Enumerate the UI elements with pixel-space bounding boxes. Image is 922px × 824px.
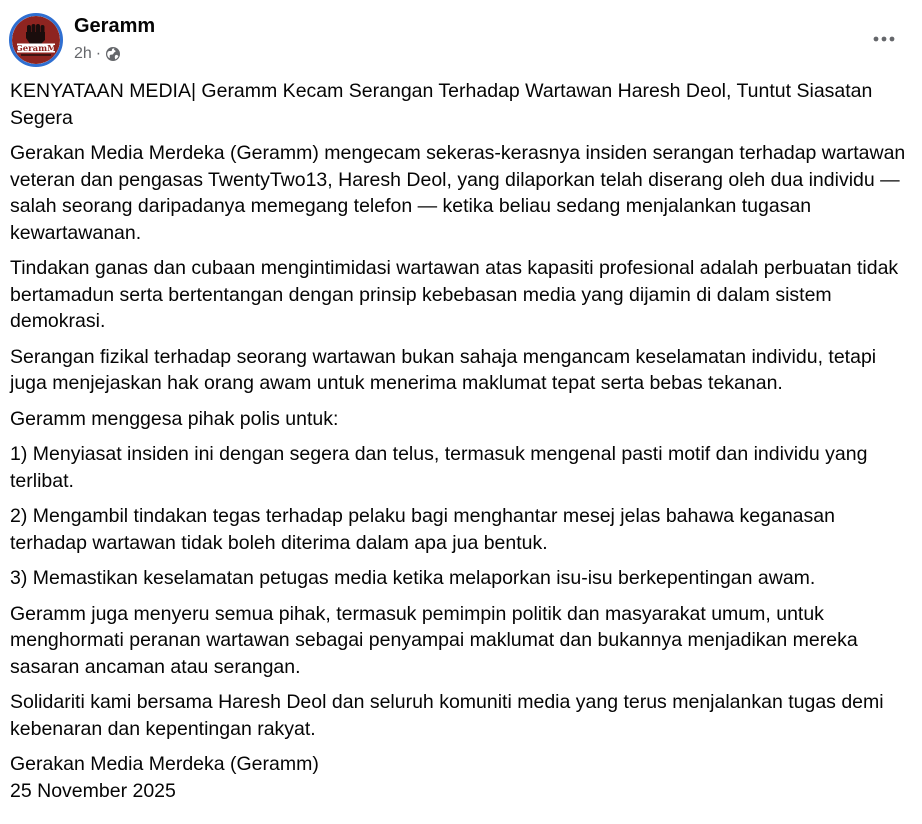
fist-logo-icon — [12, 16, 60, 64]
more-options-button[interactable] — [864, 22, 904, 56]
signature-org: Gerakan Media Merdeka (Geramm) — [10, 753, 319, 775]
post-paragraph: Gerakan Media Merdeka (Geramm) mengecam sekeras-kerasnya insiden serangan terhadap wartawan veteran dan pengasas TwentyTwo13, Haresh Deol, yang dilaporkan telah diserang oleh dua individu — salah seorang daripadanya memegang telefon — ketika beliau sedang menjalankan tugasan kewartawanan. — [10, 142, 906, 244]
post-list-item: 2) Mengambil tindakan tegas terhadap pelaku bagi menghantar mesej jelas bahawa keganasan terhadap wartawan tidak boleh diterima dalam apa jua bentuk. — [10, 505, 835, 554]
post-list-item: 1) Menyiasat insiden ini dengan segera dan telus, termasuk mengenal pasti motif dan individu yang terlibat. — [10, 443, 868, 492]
post-paragraph: Geramm juga menyeru semua pihak, termasuk pemimpin politik dan masyarakat umum, untuk menghormati peranan wartawan sebagai penyampai maklumat dan bukannya menjadikan mereka sasaran ancaman atau serangan. — [10, 602, 858, 678]
post-header — [0, 0, 922, 80]
post-paragraph: Geramm menggesa pihak polis untuk: — [10, 407, 339, 430]
timestamp[interactable]: 2h — [74, 45, 92, 62]
post-headline: KENYATAAN MEDIA| Geramm Kecam Serangan Terhadap Wartawan Haresh Deol, Tuntut Siasatan Segera — [10, 80, 873, 129]
author-name[interactable]: Geramm — [74, 15, 156, 37]
logo-text: GeramM — [15, 44, 57, 54]
more-horizontal-icon — [872, 35, 896, 43]
post-body — [10, 78, 916, 804]
globe-icon[interactable] — [105, 46, 121, 62]
signature-date: 25 November 2025 — [10, 779, 176, 802]
post-paragraph: Solidariti kami bersama Haresh Deol dan seluruh komuniti media yang terus menjalankan tugas demi kebenaran dan kepentingan rakyat. — [10, 691, 884, 740]
post-paragraph: Tindakan ganas dan cubaan mengintimidasi wartawan atas kapasiti profesional adalah perbuatan tidak bertamadun serta bertentangan dengan prinsip kebebasan media yang dijamin di dalam sistem demokrasi. — [10, 257, 899, 332]
page-avatar[interactable] — [9, 13, 63, 67]
post-meta — [74, 43, 121, 65]
post-paragraph: Serangan fizikal terhadap seorang wartawan bukan sahaja mengancam keselamatan individu, tetapi juga menjejaskan hak orang awam untuk menerima maklumat tepat serta bebas tekanan. — [10, 345, 877, 394]
post-list-item: 3) Memastikan keselamatan petugas media ketika melaporkan isu-isu berkepentingan awam. — [10, 567, 816, 589]
meta-separator: · — [95, 45, 102, 62]
